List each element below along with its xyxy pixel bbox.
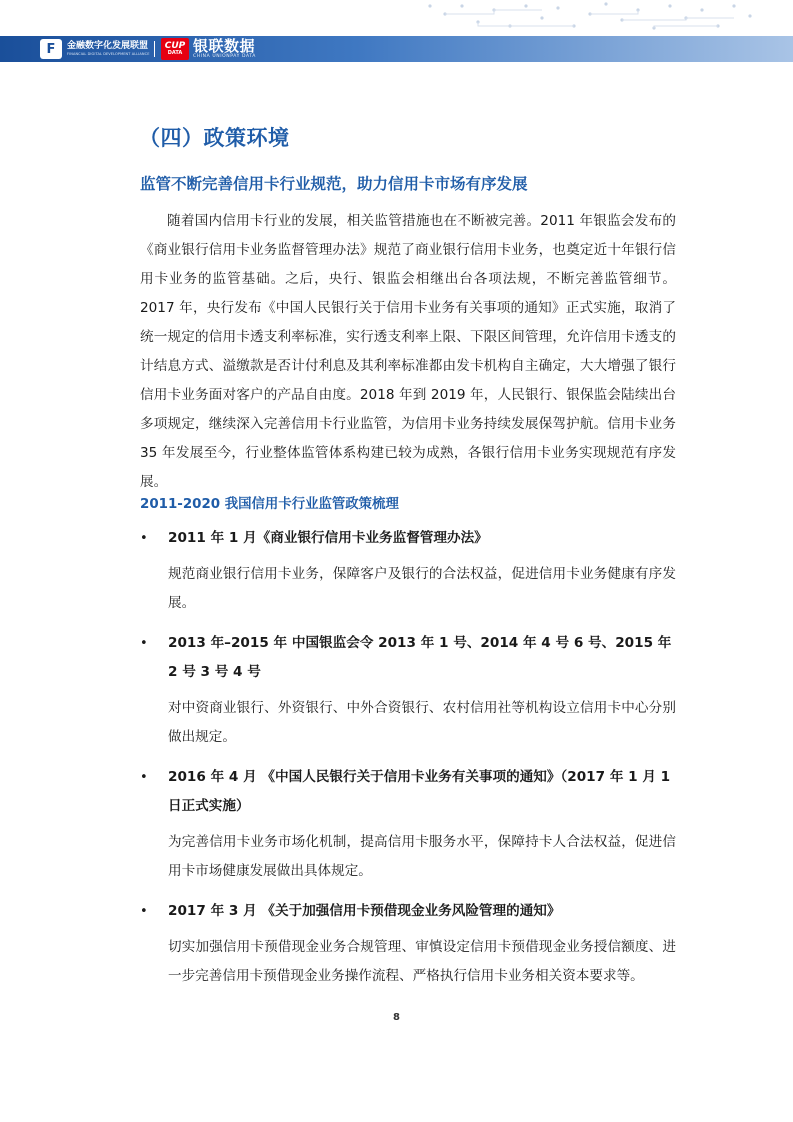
policy-heading: 2013 年–2015 年 中国银监会令 2013 年 1 号、2014 年 4 号 6 号、2015 年 2 号 3 号 4 号 (168, 635, 672, 680)
cup-data-logo-icon (161, 38, 189, 60)
unionpay-data-logo (161, 36, 256, 62)
fdda-logo (40, 36, 150, 62)
policy-description: 为完善信用卡业务市场化机制，提高信用卡服务水平，保障持卡人合法权益，促进信用卡市场健康发展做出具体规定。 (168, 834, 676, 879)
cup-mark-text: CUP (164, 41, 186, 51)
data-mark-text: DATA (167, 50, 183, 56)
bullet-icon: • (140, 531, 148, 546)
policy-item (140, 897, 676, 991)
policy-description: 对中资商业银行、外资银行、中外合资银行、农村信用社等机构设立信用卡中心分别做出规定。 (168, 700, 676, 745)
unionpay-data-name: 银联数据 (193, 36, 256, 55)
body-paragraph: 随着国内信用卡行业的发展，相关监管措施也在不断被完善。2011 年银监会发布的《商业银行信用卡业务监督管理办法》规范了商业银行信用卡业务，也奠定近十年银行信用卡业务的监管基础。之后，央行、银监会相继出台各项法规，不断完善监管细节。2017 年，央行发布《中国人民银行关于信用卡业务有关事项的通知》正式实施，取消了统一规定的信用卡透支利率标准，实行透支利率上限、下限区间管理，允许信用卡透支的计结息方式、溢缴款是否计付利息及其利率标准都由发卡机构自主确定，大大增强了银行信用卡业务面对客户的产品自由度。2018 年到 2019 年，人民银行、银保监会陆续出台多项规定，继续深入完善信用卡行业监管，为信用卡业务持续发展保驾护航。信用卡业务 35 年发展至今，行业整体监管体系构建已较为成熟，各银行信用卡业务实现规范有序发展。 (140, 213, 676, 490)
bullet-icon: • (140, 904, 148, 919)
section-title: （四）政策环境 (139, 126, 290, 150)
circuit-dots-decoration (0, 0, 793, 36)
logo-divider (154, 41, 155, 57)
section-subtitle: 监管不断完善信用卡行业规范，助力信用卡市场有序发展 (140, 175, 528, 193)
bullet-icon: • (140, 770, 148, 785)
policy-heading: 2011 年 1 月《商业银行信用卡业务监督管理办法》 (168, 530, 488, 546)
bullet-icon: • (140, 636, 148, 651)
page-number: 8 (393, 1012, 400, 1023)
policy-item (140, 524, 676, 618)
policy-description: 规范商业银行信用卡业务，保障客户及银行的合法权益，促进信用卡业务健康有序发展。 (168, 566, 676, 611)
policy-list-title: 2011-2020 我国信用卡行业监管政策梳理 (140, 497, 399, 512)
unionpay-data-english: CHINA UNIONPAY DATA (193, 53, 256, 59)
policy-description: 切实加强信用卡预借现金业务合规管理、审慎设定信用卡预借现金业务授信额度、进一步完善信用卡预借现金业务操作流程、严格执行信用卡业务相关资本要求等。 (168, 939, 676, 984)
policy-heading: 2017 年 3 月 《关于加强信用卡预借现金业务风险管理的通知》 (168, 903, 561, 919)
policy-list (140, 524, 676, 1002)
policy-heading: 2016 年 4 月 《中国人民银行关于信用卡业务有关事项的通知》（2017 年 1 月 1 日正式实施） (168, 769, 671, 814)
policy-item (140, 629, 676, 752)
fdda-logo-icon: F (40, 39, 62, 59)
policy-item (140, 763, 676, 886)
fdda-logo-name: 金融数字化发展联盟 (67, 40, 149, 51)
fdda-logo-english: FINANCIAL DIGITAL DEVELOPMENT ALLIANCE (67, 51, 150, 56)
header-banner (0, 0, 793, 92)
